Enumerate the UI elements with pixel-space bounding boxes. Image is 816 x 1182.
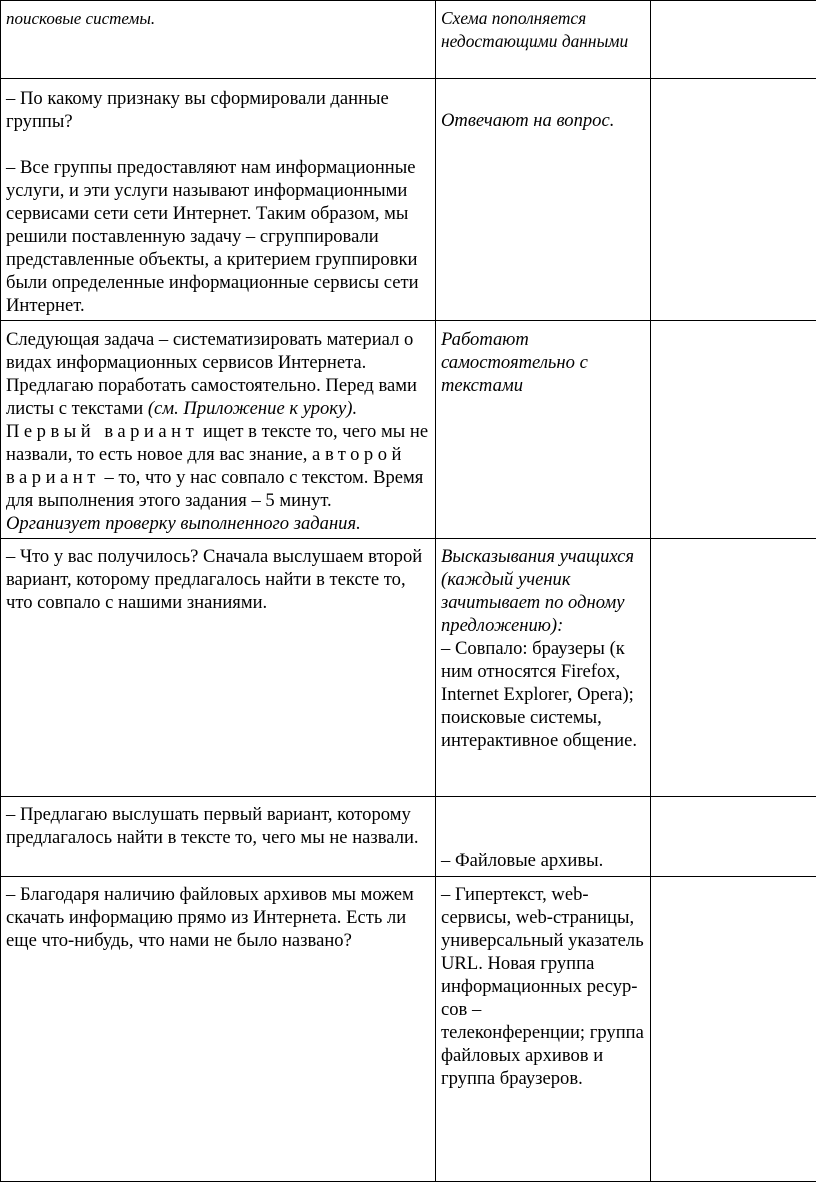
notes-cell: [651, 797, 816, 877]
table-row: [1, 321, 816, 539]
notes-cell: [651, 1, 816, 79]
teacher-cell: [1, 321, 436, 539]
table-row: [1, 79, 816, 321]
table-row: [1, 797, 816, 877]
student-cell: [436, 877, 651, 1182]
student-cell: [436, 79, 651, 321]
table-row: [1, 877, 816, 1182]
teacher-text: – Предлагаю выслушать первый вариант, которому предлагалось найти в тексте то, чего мы не назвали.: [6, 803, 430, 849]
student-cell: [436, 321, 651, 539]
notes-cell: [651, 79, 816, 321]
student-note: Высказывания учащихся (каждый ученик зачитывает по одному предложению):: [441, 545, 645, 637]
teacher-text: – Благодаря наличию файловых архивов мы можем скачать информацию прямо из Интернета. Есть ли еще что-нибудь, что нами не было названо?: [6, 883, 430, 952]
student-text: – Совпало: браузеры (к ним относятся Firefox, Internet Explorer, Opera); поисковые системы, интерактивное общение.: [441, 637, 645, 752]
teacher-cell: [1, 877, 436, 1182]
teacher-text: Следующая задача – систематизировать материал о видах информационных сервисов Интернета. Предлагаю поработать самостоятельно. Перед вами листы с текстами: [6, 329, 417, 419]
student-text: Схема пополняется недостающими данными: [441, 8, 628, 51]
student-text: Отвечают на вопрос.: [441, 109, 645, 132]
appendix-reference: (см. Приложение к уроку).: [148, 398, 357, 419]
teacher-cell: [1, 539, 436, 797]
student-cell: [436, 797, 651, 877]
student-text: – Файловые архивы.: [441, 849, 645, 872]
variant-one-label: Первый вариант: [6, 421, 198, 442]
table-row: [1, 539, 816, 797]
teacher-instructions: [6, 328, 430, 512]
teacher-action: Организует проверку выполненного задания.: [6, 512, 430, 535]
table-row: [1, 1, 816, 79]
notes-cell: [651, 321, 816, 539]
notes-cell: [651, 877, 816, 1182]
teacher-text: – то, что у нас совпало с текстом. Время для выполнения этого задания – 5 минут.: [6, 467, 423, 511]
notes-cell: [651, 539, 816, 797]
variant-two-label: вариант: [6, 467, 100, 488]
variant-two-label: второй: [325, 444, 406, 465]
teacher-answer: – Все группы предоставляют нам информационные услуги, и эти услуги называют информационными сервисами сети сети Интернет. Таким образом, мы решили поставленную задачу – сгруппировали представленные объекты, а критерием группировки были определенные информационные сервисы сети Интернет.: [6, 156, 430, 317]
teacher-cell: [1, 797, 436, 877]
teacher-text: ищет в тексте то, чего мы не назвали, то есть новое для вас знание, а: [6, 421, 428, 465]
teacher-text: поисковые системы.: [6, 9, 155, 28]
teacher-text: – Что у вас получилось? Сначала выслушаем второй вариант, которому предлагалось найти в тексте то, что совпало с нашими знаниями.: [6, 545, 430, 614]
paragraph-gap: [6, 133, 430, 156]
teacher-question: – По какому признаку вы сформировали данные группы?: [6, 87, 430, 133]
student-cell: [436, 1, 651, 79]
student-text: Работают самостоятельно с текстами: [441, 328, 645, 397]
teacher-cell: [1, 79, 436, 321]
teacher-cell: [1, 1, 436, 79]
student-cell: [436, 539, 651, 797]
student-text: – Гипертекст, web-сервисы, web-страницы, универсальный указатель URL. Новая группа информационных ресур- сов – телеконференции; группа файловых архивов и группа браузеров.: [441, 883, 645, 1090]
